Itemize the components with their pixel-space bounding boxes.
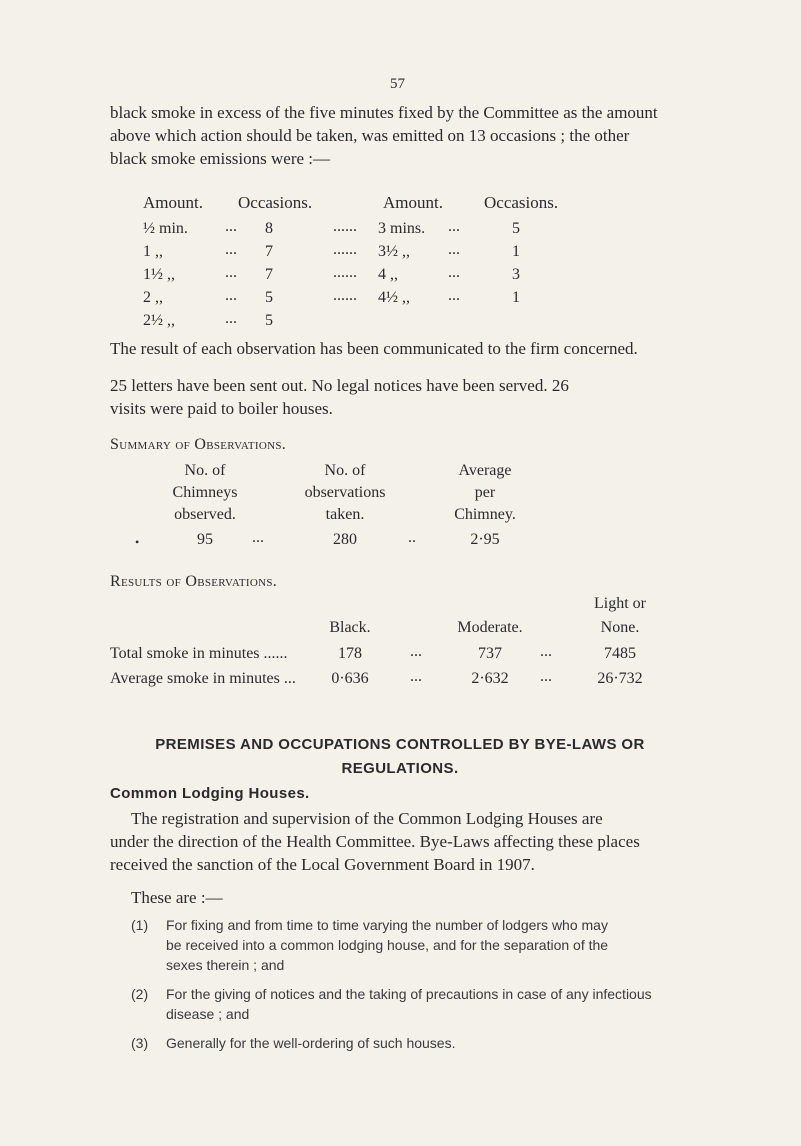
row-label: Total smoke in minutes ...... — [110, 645, 288, 662]
leader-dots: ... — [225, 241, 237, 258]
item-line: disease ; and — [166, 1006, 250, 1022]
occasions-cell: 7 — [265, 243, 273, 260]
header-line: Chimneys — [172, 484, 238, 501]
summary-value: 2·95 — [470, 531, 500, 548]
col-header-amount: Amount. — [143, 193, 203, 212]
summary-col-header — [280, 460, 410, 526]
para-line: under the direction of the Health Committee. Bye-Laws affecting these places — [110, 832, 640, 851]
occasions-cell: 1 — [512, 289, 520, 306]
moderate-cell: 2·632 — [471, 670, 509, 687]
summary-col-header — [420, 460, 550, 526]
leader-dots: ... — [225, 264, 237, 281]
amount-cell: 2 ,, — [143, 289, 163, 306]
subheading: Common Lodging Houses. — [110, 785, 310, 802]
col-header-light: None. — [600, 619, 640, 636]
occasions-cell: 5 — [265, 289, 273, 306]
summary-heading: Summary of Observations. — [110, 436, 287, 453]
intro-line: black smoke in excess of the five minutes fixed by the Committee as the amount — [110, 103, 658, 122]
leader-dots: ... — [410, 668, 422, 685]
leader-dots: ... — [410, 643, 422, 660]
amount-cell: 2½ ,, — [143, 312, 175, 329]
occasions-cell: 3 — [512, 266, 520, 283]
header-line: No. of — [324, 462, 366, 479]
black-cell: 0·636 — [331, 670, 369, 687]
summary-col-header — [140, 460, 270, 526]
these-are: These are :— — [131, 888, 223, 907]
leader-dots: ... — [225, 287, 237, 304]
item-number: (1) — [131, 917, 149, 933]
leader-dots: ... — [448, 264, 460, 281]
header-line: taken. — [325, 506, 365, 523]
amount-cell: 4 ,, — [378, 266, 398, 283]
section-heading: REGULATIONS. — [341, 760, 459, 777]
header-line: per — [474, 484, 496, 501]
letters-line: 25 letters have been sent out. No legal notices have been served. 26 — [110, 376, 569, 395]
leader-dots: ... — [540, 668, 552, 685]
item-line: sexes therein ; and — [166, 957, 285, 973]
header-line: observations — [304, 484, 386, 501]
moderate-cell: 737 — [478, 645, 502, 662]
amount-cell: 1½ ,, — [143, 266, 175, 283]
leader-dots: ... — [225, 218, 237, 235]
col-header-occasions: Occasions. — [238, 193, 313, 212]
amount-cell: 3 mins. — [378, 220, 426, 237]
amount-cell: 4½ ,, — [378, 289, 410, 306]
amount-cell: ½ min. — [143, 220, 188, 237]
amount-cell: 3½ ,, — [378, 243, 410, 260]
summary-value: 95 — [197, 531, 213, 548]
leader-dots: ... — [252, 529, 264, 546]
leader-dots: ... — [540, 643, 552, 660]
col-header-black: Black. — [329, 619, 371, 636]
col-header-light: Light or — [594, 595, 646, 612]
intro-line: black smoke emissions were :— — [110, 149, 331, 168]
col-header-occasions: Occasions. — [484, 193, 559, 212]
intro-line: above which action should be taken, was emitted on 13 occasions ; the other — [110, 126, 630, 145]
item-number: (3) — [131, 1035, 149, 1051]
item-line: For the giving of notices and the taking of precautions in case of any infectious — [166, 986, 652, 1002]
occasions-cell: 7 — [265, 266, 273, 283]
leader-dots: ... — [448, 218, 460, 235]
para-line: received the sanction of the Local Government Board in 1907. — [110, 855, 535, 874]
light-cell: 7485 — [604, 645, 636, 662]
black-cell: 178 — [338, 645, 362, 662]
header-line: Chimney. — [454, 506, 516, 523]
leader-dots: ... — [448, 241, 460, 258]
para-line: The registration and supervision of the Common Lodging Houses are — [131, 809, 603, 828]
occasions-cell: 5 — [512, 220, 520, 237]
section-heading: PREMISES AND OCCUPATIONS CONTROLLED BY BYE-LAWS OR — [155, 736, 645, 753]
header-line: observed. — [174, 506, 236, 523]
result-text: The result of each observation has been communicated to the firm concerned. — [110, 339, 638, 358]
leader-dots: ...... — [333, 264, 357, 281]
col-header-moderate: Moderate. — [457, 619, 523, 636]
leader-dots: ...... — [333, 287, 357, 304]
occasions-cell: 1 — [512, 243, 520, 260]
light-cell: 26·732 — [597, 670, 643, 687]
letters-line: visits were paid to boiler houses. — [110, 399, 333, 418]
occasions-cell: 8 — [265, 220, 273, 237]
amount-cell: 1 ,, — [143, 243, 163, 260]
page-number: 57 — [390, 76, 405, 92]
leader-dots: .. — [408, 529, 416, 546]
bullet-mark: • — [135, 535, 140, 549]
leader-dots: ... — [225, 310, 237, 327]
header-line: No. of — [184, 462, 226, 479]
item-line: be received into a common lodging house, and for the separation of the — [166, 937, 609, 953]
item-number: (2) — [131, 986, 149, 1002]
occasions-cell: 5 — [265, 312, 273, 329]
results-heading: Results of Observations. — [110, 573, 278, 590]
summary-value: 280 — [333, 531, 357, 548]
row-label: Average smoke in minutes ... — [110, 670, 296, 687]
leader-dots: ...... — [333, 218, 357, 235]
item-line: Generally for the well-ordering of such houses. — [166, 1035, 456, 1051]
item-line: For fixing and from time to time varying the number of lodgers who may — [166, 917, 608, 933]
leader-dots: ...... — [333, 241, 357, 258]
leader-dots: ... — [448, 287, 460, 304]
header-line: Average — [458, 462, 512, 479]
col-header-amount: Amount. — [383, 193, 443, 212]
